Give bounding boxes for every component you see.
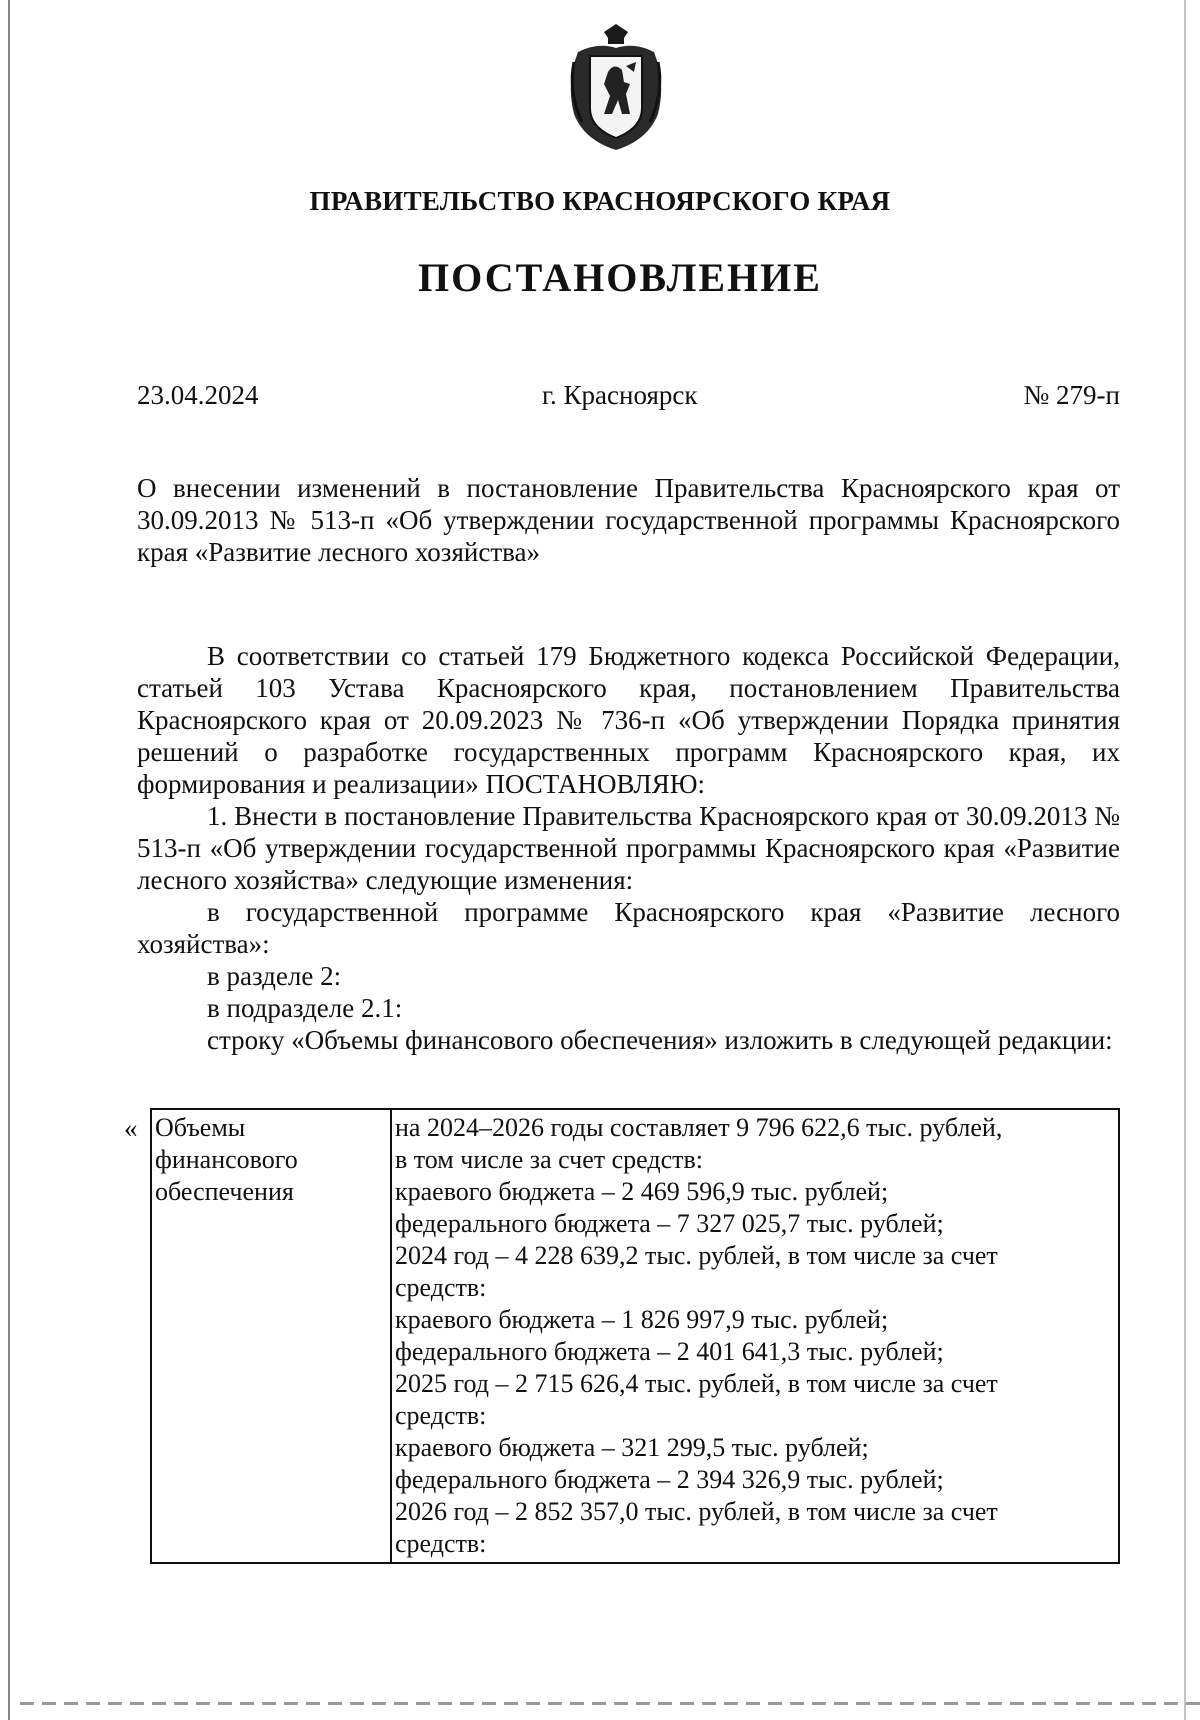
organization-name: ПРАВИТЕЛЬСТВО КРАСНОЯРСКОГО КРАЯ <box>309 186 891 216</box>
scan-artifact-line <box>20 1702 1200 1705</box>
value-line: федерального бюджета – 2 401 641,3 тыс. рублей; <box>395 1337 944 1366</box>
financing-table <box>150 1108 1120 1564</box>
paragraph-item-1: 1. Внести в постановление Правительства Красноярского края от 30.09.2013 № 513-п «Об утверждении государственной программы Красноярского края «Развитие лесного хозяйства» следующие изменения: <box>137 801 1120 895</box>
document-number: № 279-п <box>1023 380 1120 410</box>
value-line: 2024 год – 4 228 639,2 тыс. рублей, в том числе за счет <box>395 1241 998 1270</box>
table-row <box>151 1109 1119 1563</box>
value-line: средств: <box>395 1273 487 1302</box>
coat-of-arms-icon <box>564 22 668 154</box>
value-line: на 2024–2026 годы составляет 9 796 622,6 тыс. рублей, <box>395 1113 1003 1142</box>
paragraph-program: в государственной программе Красноярского края «Развитие лесного хозяйства»: <box>137 897 1120 959</box>
label-line: обеспечения <box>155 1177 294 1206</box>
document-date: 23.04.2024 <box>137 380 259 410</box>
value-line: краевого бюджета – 2 469 596,9 тыс. рублей; <box>395 1177 889 1206</box>
document-title: О внесении изменений в постановление Правительства Красноярского края от 30.09.2013 № 513-п «Об утверждении государственной программы Красноярского края «Развитие лесного хозяйства» <box>137 473 1120 567</box>
document-meta <box>137 380 1120 414</box>
value-line: в том числе за счет средств: <box>395 1145 703 1174</box>
value-line: 2026 год – 2 852 357,0 тыс. рублей, в том числе за счет <box>395 1497 998 1526</box>
label-line: Объемы <box>155 1113 246 1142</box>
financing-value-cell <box>391 1109 1119 1563</box>
opening-quote: « <box>124 1113 138 1143</box>
paragraph-subsection: в подразделе 2.1: <box>207 993 403 1023</box>
value-line: краевого бюджета – 321 299,5 тыс. рублей; <box>395 1433 869 1462</box>
financing-label-cell <box>151 1109 391 1563</box>
label-line: финансового <box>155 1145 298 1174</box>
paragraph-section: в разделе 2: <box>207 961 342 991</box>
value-line: 2025 год – 2 715 626,4 тыс. рублей, в том числе за счет <box>395 1369 998 1398</box>
value-line: федерального бюджета – 7 327 025,7 тыс. рублей; <box>395 1209 944 1238</box>
paragraph-basis: В соответствии со статьей 179 Бюджетного кодекса Российской Федерации, статьей 103 Устава Красноярского края, постановлением Правительства Красноярского края от 20.09.2023 № 736-п «Об утверждении Порядка принятия решений о разработке государственных программ Красноярского края, их формирования и реализации» ПОСТАНОВЛЯЮ: <box>137 641 1120 799</box>
value-line: федерального бюджета – 2 394 326,9 тыс. рублей; <box>395 1465 944 1494</box>
document-type: ПОСТАНОВЛЕНИЕ <box>418 255 822 300</box>
paragraph-row-instruction: строку «Объемы финансового обеспечения» изложить в следующей редакции: <box>207 1025 1113 1055</box>
value-line: средств: <box>395 1401 487 1430</box>
value-line: краевого бюджета – 1 826 997,9 тыс. рублей; <box>395 1305 889 1334</box>
document-city: г. Красноярск <box>542 380 698 410</box>
document-body <box>137 640 1120 1056</box>
value-line: средств: <box>395 1529 487 1558</box>
